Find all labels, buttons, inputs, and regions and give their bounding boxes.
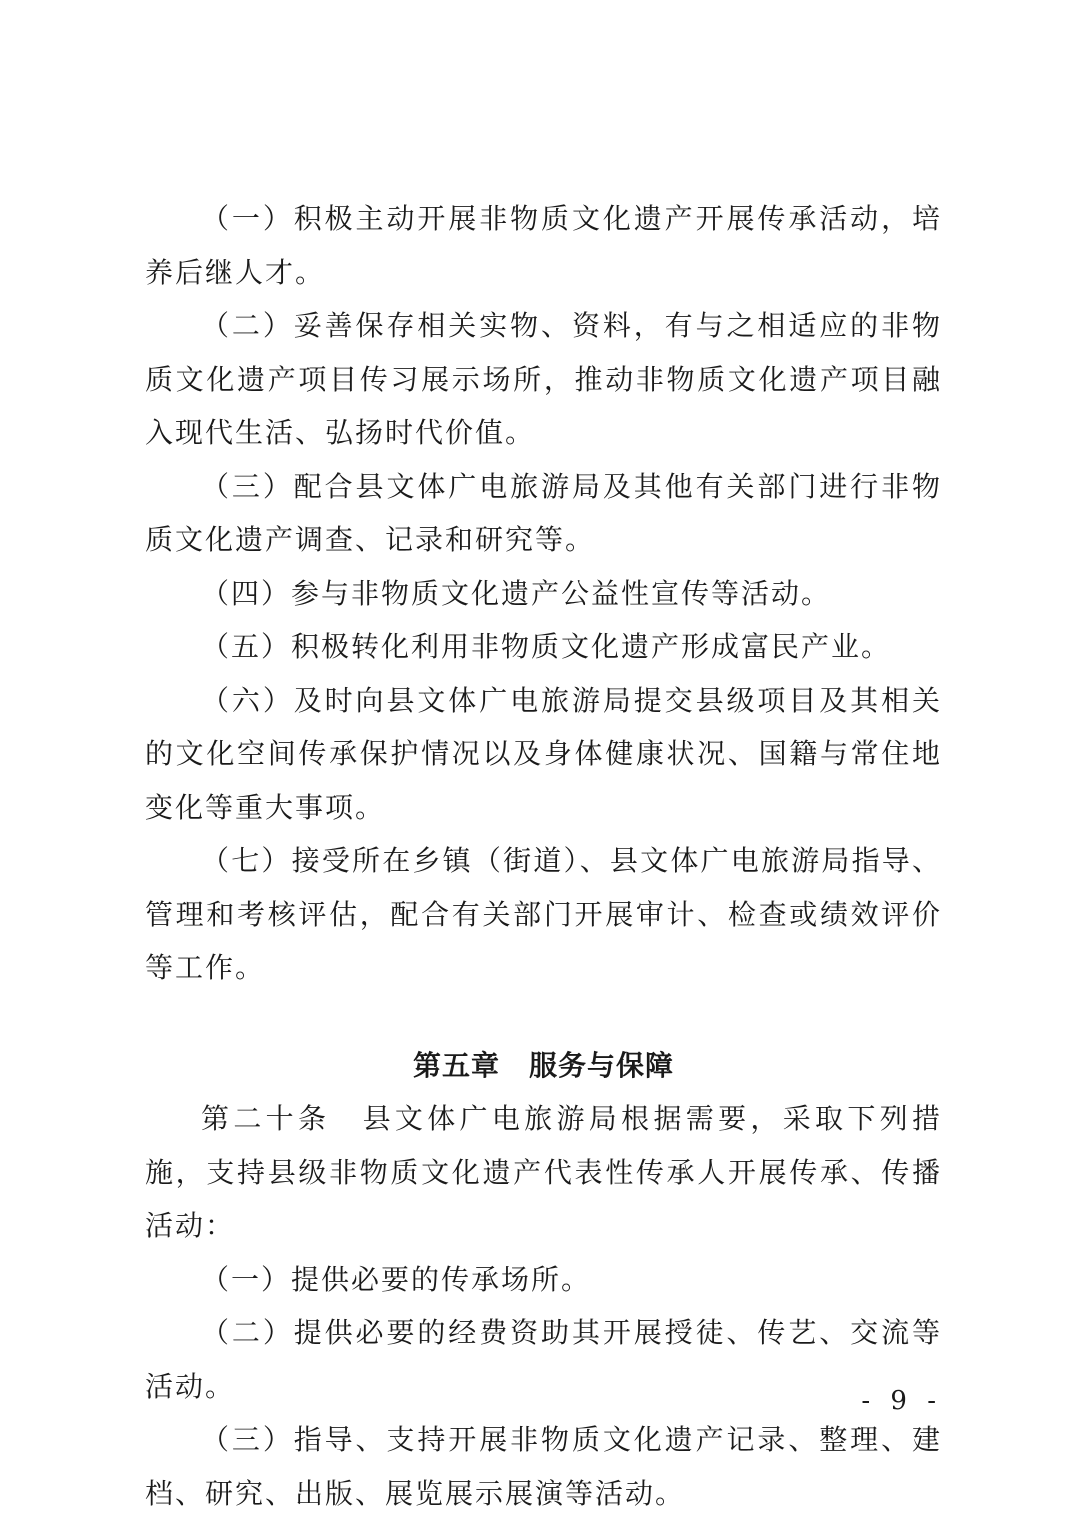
page-body [145,192,942,1520]
page-number: - 9 - [861,1386,942,1416]
measure-item-3: （三）指导、支持开展非物质文化遗产记录、整理、建档、研究、出版、展览展示展演等活动。 [145,1423,942,1510]
section-gap [145,995,942,1039]
paragraph-item-7: （七）接受所在乡镇（街道）、县文体广电旅游局指导、管理和考核评估，配合有关部门开展审计、检查或绩效评价等工作。 [145,844,942,984]
paragraph-item-4: （四）参与非物质文化遗产公益性宣传等活动。 [201,576,832,610]
measure-item-1: （一）提供必要的传承场所。 [201,1262,592,1296]
chapter-title: 第五章 服务与保障 [412,1048,674,1082]
paragraph-item-3: （三）配合县文体广电旅游局及其他有关部门进行非物质文化遗产调查、记录和研究等。 [145,469,942,556]
paragraph-item-1: （一）积极主动开展非物质文化遗产开展传承活动，培养后继人才。 [145,202,942,289]
measure-item-2: （二）提供必要的经费资助其开展授徒、传艺、交流等活动。 [145,1316,942,1403]
article-paragraph: 第二十条 县文体广电旅游局根据需要，采取下列措施，支持县级非物质文化遗产代表性传承人开展传承、传播活动： [145,1102,942,1242]
paragraph-item-5: （五）积极转化利用非物质文化遗产形成富民产业。 [201,630,892,663]
paragraph-item-2: （二）妥善保存相关实物、资料，有与之相适应的非物质文化遗产项目传习展示场所，推动非物质文化遗产项目融入现代生活、弘扬时代价值。 [145,309,942,449]
paragraph-item-6: （六）及时向县文体广电旅游局提交县级项目及其相关的文化空间传承保护情况以及身体健康状况、国籍与常住地变化等重大事项。 [145,683,942,824]
